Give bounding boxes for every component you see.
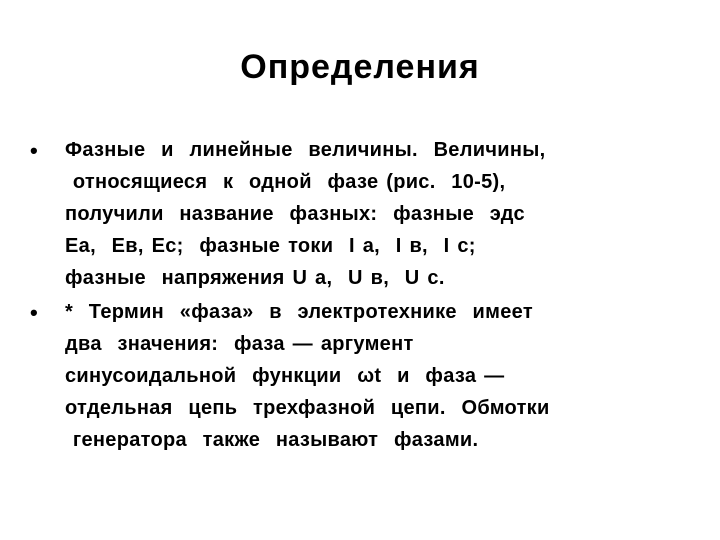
bullet-line: относящиеся к одной фазе (рис. 10-5),: [65, 171, 506, 193]
bullet-text: [65, 134, 695, 294]
bullet-text: [65, 296, 695, 456]
bullet-line: синусоидальной функции ωt и фаза —: [65, 365, 505, 387]
bullet-dot-icon: •: [30, 138, 38, 163]
slide-title: Определения: [240, 48, 480, 86]
bullet-line: два значения: фаза — аргумент: [65, 333, 414, 355]
bullet-line: генератора также называют фазами.: [65, 429, 479, 451]
bullet-line: Еа, Ев, Ес; фазные токи I а, I в, I с;: [65, 235, 476, 257]
bullet-line: отдельная цепь трехфазной цепи. Обмотки: [65, 397, 550, 419]
bullet-line: получили название фазных: фазные эдс: [65, 203, 525, 225]
bullet-line: фазные напряжения U а, U в, U с.: [65, 267, 445, 289]
bullet-line: Фазные и линейные величины. Величины,: [65, 139, 546, 161]
bullet-dot-icon: •: [30, 300, 38, 325]
bullet-line: * Термин «фаза» в электротехнике имеет: [65, 301, 533, 323]
